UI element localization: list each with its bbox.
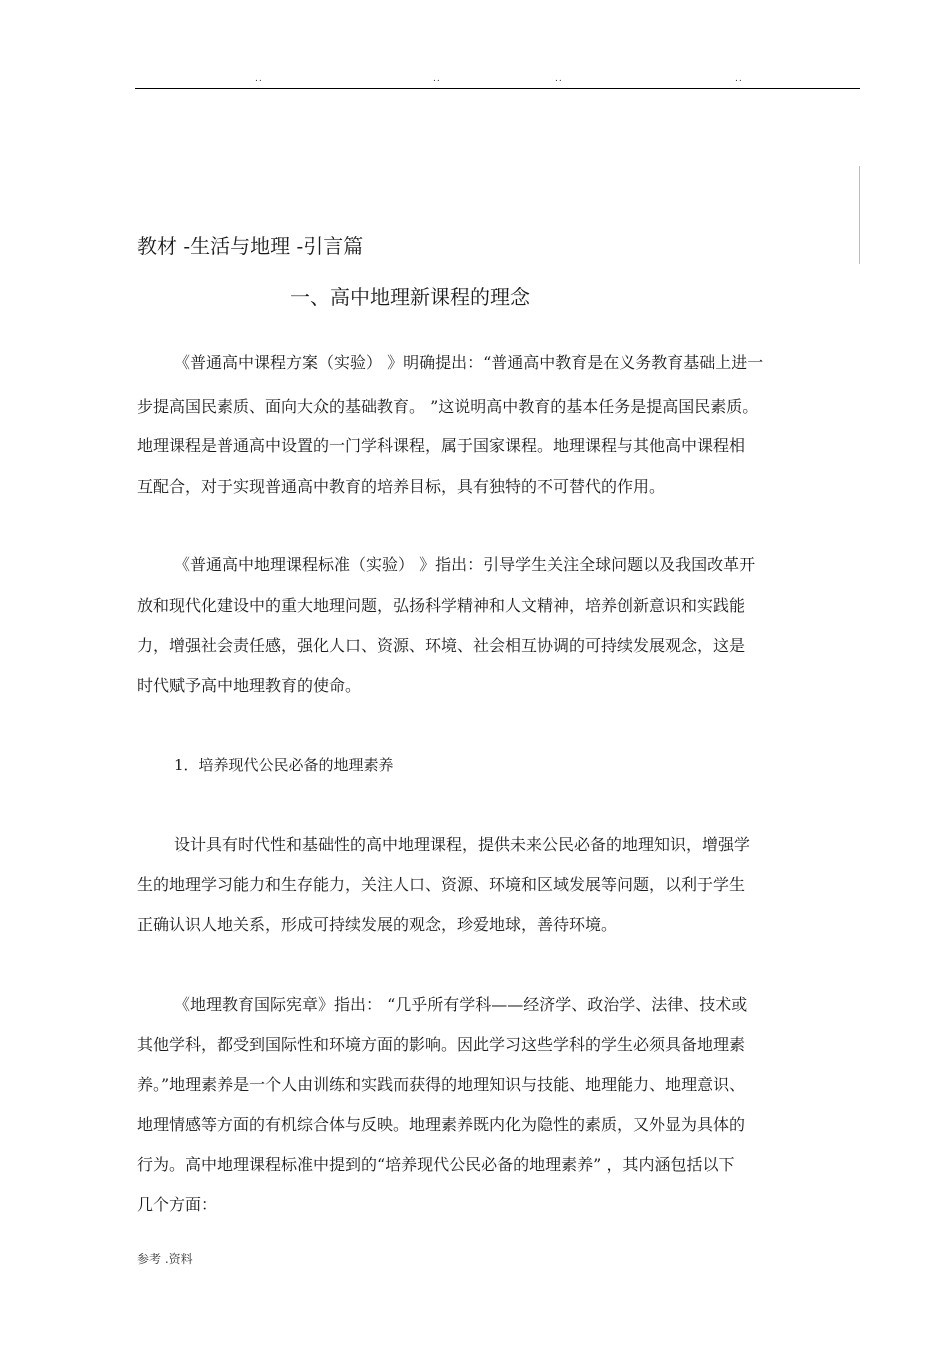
header-mark-4: ..	[735, 74, 743, 84]
section-heading: 一、高中地理新课程的理念	[290, 285, 530, 309]
header-mark-1: ..	[255, 74, 263, 84]
paragraph-line: 《地理教育国际宪章》指出： “几乎所有学科——经济学、政治学、法律、技术或	[174, 995, 748, 1014]
paragraph-line: 《普通高中课程方案（实验） 》明确提出：“普通高中教育是在义务教育基础上进一	[174, 353, 764, 372]
paragraph-line: 时代赋予高中地理教育的使命。	[137, 676, 362, 695]
paragraph-line: 生的地理学习能力和生存能力，关注人口、资源、环境和区域发展等问题，以利于学生	[137, 875, 746, 894]
paragraph-line: 其他学科，都受到国际性和环境方面的影响。因此学习这些学科的学生必须具备地理素	[137, 1035, 746, 1054]
paragraph-line: 养。”地理素养是一个人由训练和实践而获得的地理知识与技能、地理能力、地理意识、	[137, 1075, 746, 1094]
page-footer: 参考 .资料	[137, 1252, 193, 1266]
document-title: 教材 -生活与地理 -引言篇	[137, 234, 364, 258]
paragraph-line: 力，增强社会责任感，强化人口、资源、环境、社会相互协调的可持续发展观念，这是	[137, 636, 746, 655]
margin-rule	[859, 166, 860, 264]
paragraph-line: 放和现代化建设中的重大地理问题，弘扬科学精神和人文精神，培养创新意识和实践能	[137, 596, 746, 615]
paragraph-line: 《普通高中地理课程标准（实验） 》指出：引导学生关注全球问题以及我国改革开	[174, 555, 756, 574]
header-mark-2: ..	[433, 74, 441, 84]
paragraph-line: 地理课程是普通高中设置的一门学科课程，属于国家课程。地理课程与其他高中课程相	[137, 436, 746, 455]
paragraph-line: 设计具有时代性和基础性的高中地理课程，提供未来公民必备的地理知识，增强学	[174, 835, 751, 854]
paragraph-line: 几个方面：	[137, 1195, 218, 1214]
paragraph-line: 互配合，对于实现普通高中教育的培养目标，具有独特的不可替代的作用。	[137, 477, 666, 496]
numbered-subheading: 1．培养现代公民必备的地理素养	[174, 756, 394, 774]
paragraph-line: 步提高国民素质、面向大众的基础教育。 ”这说明高中教育的基本任务是提高国民素质。	[137, 397, 759, 416]
paragraph-line: 地理情感等方面的有机综合体与反映。地理素养既内化为隐性的素质，又外显为具体的	[137, 1115, 746, 1134]
paragraph-line: 正确认识人地关系，形成可持续发展的观念，珍爱地球，善待环境。	[137, 915, 618, 934]
paragraph-line: 行为。高中地理课程标准中提到的“培养现代公民必备的地理素养” ，其内涵包括以下	[137, 1155, 735, 1174]
header-rule	[135, 88, 860, 89]
header-mark-3: ..	[555, 74, 563, 84]
